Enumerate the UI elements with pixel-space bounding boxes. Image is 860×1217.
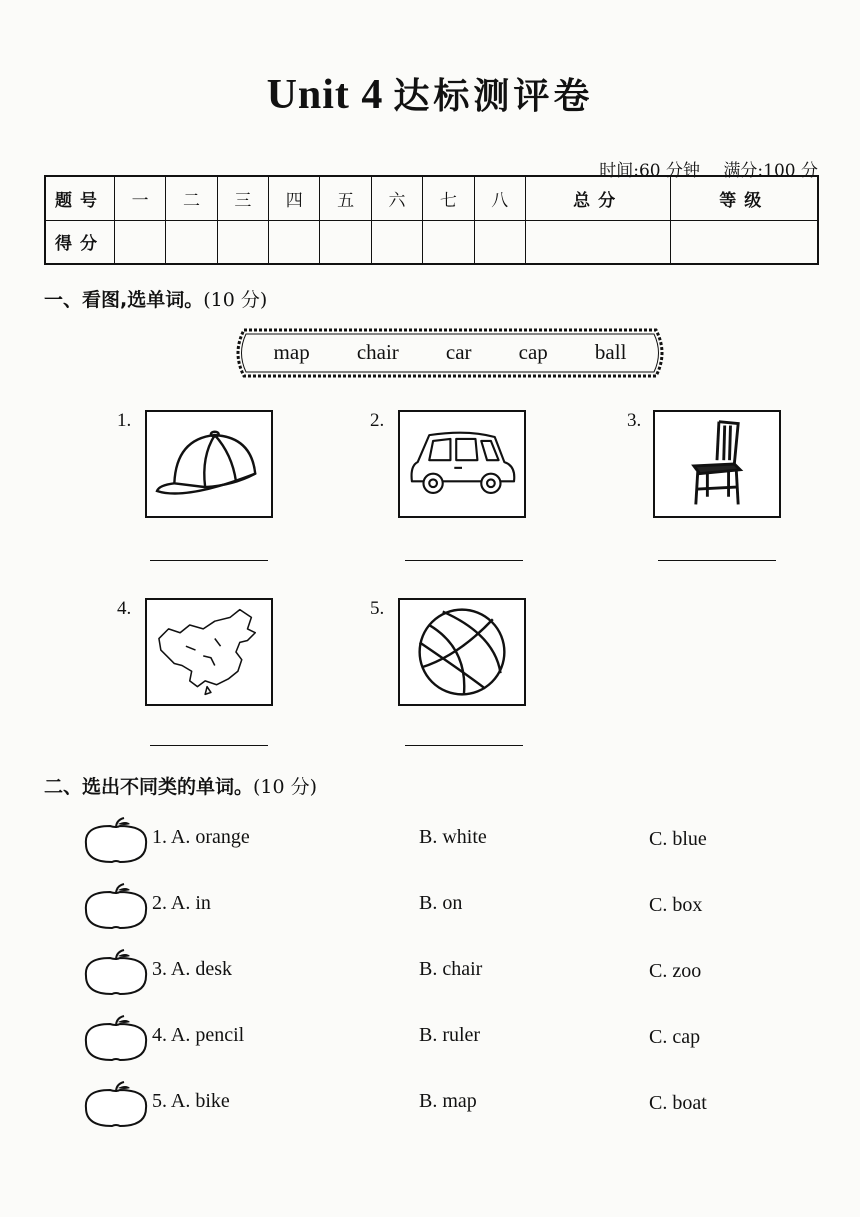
apple-answer-icon[interactable] — [80, 1014, 152, 1064]
option-c: C. zoo — [649, 960, 702, 982]
word-bank-item: map — [273, 340, 310, 364]
question-row — [0, 892, 860, 932]
score-cell[interactable] — [671, 220, 818, 264]
word-bank — [230, 326, 670, 380]
apple-answer-icon[interactable] — [80, 948, 152, 998]
ball-icon — [400, 600, 524, 704]
score-cell[interactable] — [115, 220, 166, 264]
section1-title: 一、看图,选单词。 — [44, 289, 204, 311]
section1-points: (10 分) — [203, 289, 268, 311]
option-c: C. blue — [649, 828, 707, 850]
row-label-question-number: 题号 — [45, 176, 115, 220]
car-icon — [400, 412, 524, 516]
answer-blank[interactable] — [405, 745, 523, 746]
col-header: 六 — [371, 176, 422, 220]
option-b: B. ruler — [419, 1024, 481, 1046]
option-a: 3. A. desk — [152, 958, 232, 980]
answer-blank[interactable] — [150, 560, 268, 561]
score-table — [44, 175, 819, 265]
picture-car — [398, 410, 526, 518]
picture-ball — [398, 598, 526, 706]
picture-cap — [145, 410, 273, 518]
time-limit: 时间:60 分钟 — [599, 161, 700, 181]
option-a: 1. A. orange — [152, 826, 250, 848]
item-number: 5. — [370, 598, 385, 619]
word-bank-item: ball — [594, 340, 627, 364]
option-b: B. map — [419, 1090, 477, 1112]
word-bank-item: cap — [518, 340, 548, 364]
full-score: 满分:100 分 — [723, 161, 818, 181]
item-number: 1. — [117, 410, 132, 431]
col-header: 七 — [423, 176, 474, 220]
item-number: 3. — [627, 410, 642, 431]
score-cell[interactable] — [269, 220, 320, 264]
apple-answer-icon[interactable] — [80, 1080, 152, 1130]
col-header: 二 — [166, 176, 217, 220]
section2-heading — [44, 772, 317, 799]
cap-icon — [147, 412, 271, 516]
word-bank-item: chair — [356, 340, 399, 364]
col-header: 四 — [269, 176, 320, 220]
question-row — [0, 1024, 860, 1064]
col-header: 三 — [217, 176, 268, 220]
title-unit: Unit 4 — [266, 72, 384, 118]
chair-icon — [655, 412, 779, 516]
item-number: 2. — [370, 410, 385, 431]
option-a: 2. A. in — [152, 892, 211, 914]
option-c: C. box — [649, 894, 703, 916]
option-b: B. chair — [419, 958, 483, 980]
col-header: 一 — [115, 176, 166, 220]
option-c: C. cap — [649, 1026, 701, 1048]
question-row — [0, 1090, 860, 1130]
question-row — [0, 958, 860, 998]
col-header: 八 — [474, 176, 525, 220]
option-c: C. boat — [649, 1092, 707, 1114]
picture-chair — [653, 410, 781, 518]
score-cell[interactable] — [217, 220, 268, 264]
col-header-total: 总分 — [525, 176, 671, 220]
option-b: B. on — [419, 892, 463, 914]
answer-blank[interactable] — [405, 560, 523, 561]
section2-title: 二、选出不同类的单词。 — [44, 776, 254, 798]
score-cell[interactable] — [423, 220, 474, 264]
page-title — [0, 68, 860, 119]
col-header: 五 — [320, 176, 371, 220]
apple-answer-icon[interactable] — [80, 816, 152, 866]
option-a: 4. A. pencil — [152, 1024, 245, 1046]
answer-blank[interactable] — [658, 560, 776, 561]
map-icon — [147, 600, 271, 704]
picture-map — [145, 598, 273, 706]
score-cell[interactable] — [474, 220, 525, 264]
score-cell[interactable] — [166, 220, 217, 264]
title-chinese: 达标测评卷 — [393, 76, 594, 117]
score-cell[interactable] — [371, 220, 422, 264]
item-number: 4. — [117, 598, 132, 619]
col-header-grade: 等级 — [671, 176, 818, 220]
score-cell[interactable] — [525, 220, 671, 264]
word-bank-item: car — [445, 340, 472, 364]
apple-answer-icon[interactable] — [80, 882, 152, 932]
option-a: 5. A. bike — [152, 1090, 230, 1112]
option-b: B. white — [419, 826, 487, 848]
row-label-score: 得分 — [45, 220, 115, 264]
question-row — [0, 826, 860, 866]
section1-heading — [44, 285, 267, 312]
score-cell[interactable] — [320, 220, 371, 264]
section2-points: (10 分) — [253, 776, 318, 798]
answer-blank[interactable] — [150, 745, 268, 746]
